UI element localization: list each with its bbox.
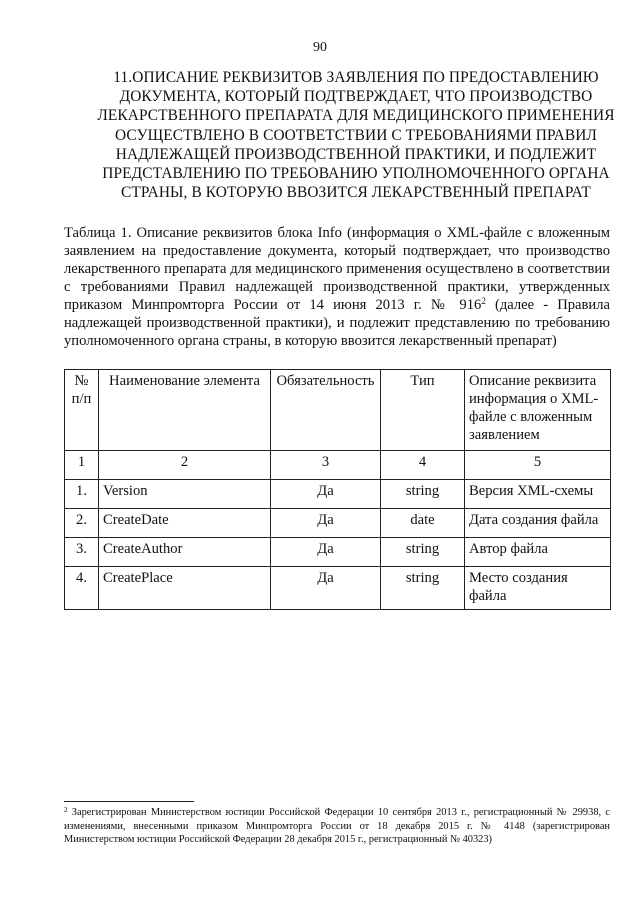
table-row — [65, 480, 611, 509]
table-header-row — [65, 370, 611, 451]
column-number: 3 — [271, 451, 381, 480]
column-number: 2 — [99, 451, 271, 480]
footnote-mark: 2 — [64, 806, 68, 814]
table-row — [65, 538, 611, 567]
column-numbering-row — [65, 451, 611, 480]
footnote-separator — [64, 801, 194, 802]
element-description: Место создания файла — [465, 567, 611, 610]
header-type: Тип — [381, 370, 465, 451]
row-number: 4. — [65, 567, 99, 610]
element-name: CreatePlace — [99, 567, 271, 610]
required-flag: Да — [271, 567, 381, 610]
element-type: date — [381, 509, 465, 538]
required-flag: Да — [271, 509, 381, 538]
element-description: Дата создания файла — [465, 509, 611, 538]
row-number: 2. — [65, 509, 99, 538]
footnote — [64, 806, 610, 847]
header-element-name: Наименование элемента — [99, 370, 271, 451]
column-number: 4 — [381, 451, 465, 480]
column-number: 1 — [65, 451, 99, 480]
header-number: № п/п — [65, 370, 99, 451]
element-description: Автор файла — [465, 538, 611, 567]
element-type: string — [381, 538, 465, 567]
required-flag: Да — [271, 480, 381, 509]
table-caption — [64, 224, 610, 350]
element-type: string — [381, 567, 465, 610]
element-name: CreateAuthor — [99, 538, 271, 567]
element-name: CreateDate — [99, 509, 271, 538]
element-name: Version — [99, 480, 271, 509]
row-number: 1. — [65, 480, 99, 509]
row-number: 3. — [65, 538, 99, 567]
page-number: 90 — [313, 40, 327, 55]
footnote-text: Зарегистрирован Министерством юстиции Российской Федерации 10 сентября 2013 г., регистрационный № 29938, с изменениями, внесенными приказом Минпромторга России от 18 декабря 2015 г. № 4148 (зарегистрирован Министерством юстиции Российской Федерации 28 декабря 2015 г., регистрационный № 40323) — [64, 807, 610, 846]
footnote-reference: 2 — [481, 296, 486, 306]
requisites-table — [64, 369, 611, 610]
section-heading: 11.ОПИСАНИЕ РЕКВИЗИТОВ ЗАЯВЛЕНИЯ ПО ПРЕДОСТАВЛЕНИЮ ДОКУМЕНТА, КОТОРЫЙ ПОДТВЕРЖДАЕТ, ЧТО ПРОИЗВОДСТВО ЛЕКАРСТВЕННОГО ПРЕПАРАТА ДЛЯ МЕДИЦИНСКОГО ПРИМЕНЕНИЯ ОСУЩЕСТВЛЕНО В СООТВЕТСТВИИ С ТРЕБОВАНИЯМИ ПРАВИЛ НАДЛЕЖАЩЕЙ ПРОИЗВОДСТВЕННОЙ ПРАКТИКИ, И ПОДЛЕЖИТ ПРЕДСТАВЛЕНИЮ ПО ТРЕБОВАНИЮ УПОЛНОМОЧЕННОГО ОРГАНА СТРАНЫ, В КОТОРУЮ ВВОЗИТСЯ ЛЕКАРСТВЕННЫЙ ПРЕПАРАТ — [97, 69, 615, 202]
required-flag: Да — [271, 538, 381, 567]
table-row — [65, 509, 611, 538]
caption-text: Таблица 1. Описание реквизитов блока Info (информация о XML-файле с вложенным заявлением на предоставление документа, который подтверждает, что производство лекарственного препарата для медицинского применения осуществлено в соответствии с требованиями Правил надлежащей производственной практики, утвержденных приказом Минпромторга России от 14 июня 2013 г. № 916 — [64, 225, 610, 313]
column-number: 5 — [465, 451, 611, 480]
header-required: Обязательность — [271, 370, 381, 451]
element-type: string — [381, 480, 465, 509]
header-description: Описание реквизита информация о XML-файле с вложенным заявлением — [465, 370, 611, 451]
table-row — [65, 567, 611, 610]
element-description: Версия XML-схемы — [465, 480, 611, 509]
caption-text-continued: (далее - Правила надлежащей производственной практики), и подлежит представлению по требованию уполномоченного органа страны, в которую ввозится лекарственный препарат) — [64, 297, 610, 349]
